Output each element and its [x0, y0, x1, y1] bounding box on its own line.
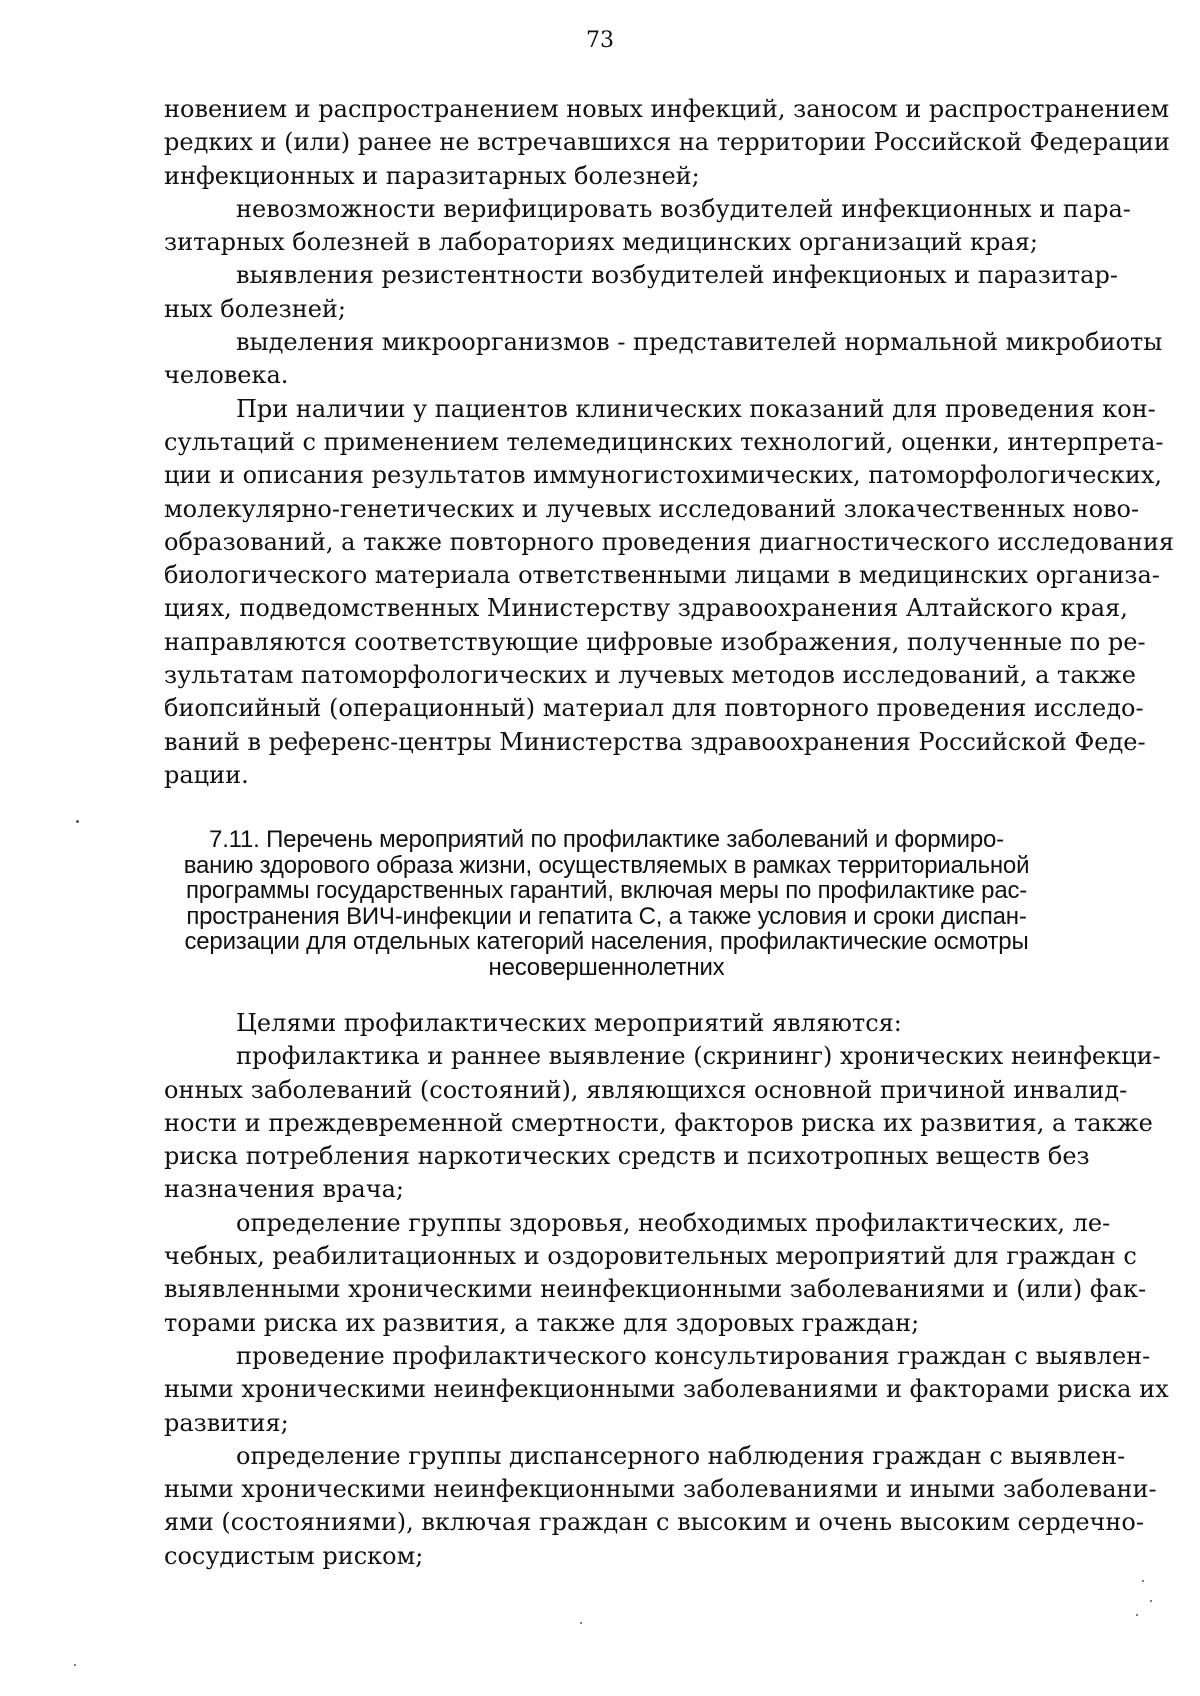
text-line: сультаций с применением телемедицинских технологий, оценки, интерпрета- [164, 427, 1164, 456]
paragraph [164, 393, 1174, 793]
text-line: невозможности верифицировать возбудителей инфекционных и пара- [236, 194, 1131, 223]
text-line: ности и преждевременной смертности, факторов риска их развития, а также [164, 1108, 1153, 1137]
text-line: определение группы здоровья, необходимых профилактических, ле- [236, 1208, 1111, 1237]
text-line: онных заболеваний (состояний), являющихся основной причиной инвалид- [164, 1075, 1128, 1104]
paragraph [164, 1340, 1169, 1440]
scan-speck [76, 820, 79, 823]
heading-line: программы государственных гарантий, включая меры по профилактике рас- [185, 877, 1028, 904]
heading-line: серизации для отдельных категорий населения, профилактические осмотры [184, 928, 1029, 955]
text-line: назначения врача; [164, 1175, 404, 1204]
text-line: новением и распространением новых инфекций, заносом и распространением [164, 95, 1170, 123]
heading-line: ванию здорового образа жизни, осуществляемых в рамках территориальной [183, 851, 1030, 879]
scan-speck [1142, 1580, 1144, 1582]
text-line: редких и (или) ранее не встречавшихся на территории Российской Федерации [164, 128, 1170, 157]
text-line: Целями профилактических мероприятий являются: [236, 1009, 902, 1037]
text-line: развития; [164, 1408, 289, 1437]
text-line: При наличии у пациентов клинических показаний для проведения кон- [236, 394, 1156, 423]
paragraph [164, 1207, 1147, 1340]
text-line: чебных, реабилитационных и оздоровительных мероприятий для граждан с [164, 1242, 1137, 1271]
text-line: ями (состояниями), включая граждан с высоким и очень высоким сердечно- [164, 1508, 1144, 1537]
text-line: ных болезней; [164, 294, 346, 323]
text-line: человека. [164, 361, 289, 390]
text-line: ными хроническими неинфекционными заболеваниями и иными заболевани- [164, 1475, 1157, 1504]
paragraph [164, 326, 1163, 393]
text-line: образований, а также повторного проведения диагностического исследования [164, 527, 1174, 556]
text-line: ции и описания результатов иммуногистохимических, патоморфологических, [164, 461, 1162, 490]
paragraph [164, 193, 1131, 260]
bottom-text-block [164, 1007, 1169, 1573]
top-text-block [164, 93, 1174, 792]
scan-speck [1136, 1614, 1138, 1616]
text-line: выявленными хроническими неинфекционными заболеваниями и (или) фак- [164, 1275, 1147, 1304]
text-line: биопсийный (операционный) материал для повторного проведения исследо- [164, 694, 1144, 723]
scan-speck [1150, 1600, 1152, 1602]
text-line: ными хроническими неинфекционными заболеваниями и факторами риска их [164, 1375, 1169, 1404]
text-line: направляются соответствующие цифровые изображения, полученные по ре- [164, 627, 1146, 656]
text-line: выявления резистентности возбудителей инфекционых и паразитар- [236, 261, 1118, 290]
paragraph [164, 1440, 1157, 1573]
text-line: циях, подведомственных Министерству здравоохранения Алтайского края, [164, 594, 1128, 623]
text-line: биологического материала ответственными лицами в медицинских организа- [164, 561, 1160, 590]
text-line: риска потребления наркотических средств и психотропных веществ без [164, 1142, 1090, 1171]
scan-speck [580, 1622, 582, 1624]
text-line: профилактика и раннее выявление (скрининг) хронических неинфекци- [236, 1042, 1161, 1071]
heading-line: несовершеннолетних [488, 953, 725, 981]
paragraph [164, 259, 1118, 326]
paragraph [164, 93, 1170, 193]
page-number: 73 [586, 28, 614, 53]
text-line: определение группы диспансерного наблюдения граждан с выявлен- [236, 1441, 1126, 1470]
heading-line: 7.11. Перечень мероприятий по профилактике заболеваний и формиро- [209, 826, 1004, 853]
text-line: инфекционных и паразитарных болезней; [164, 161, 700, 190]
text-line: ваний в референс-центры Министерства здравоохранения Российской Феде- [164, 727, 1146, 756]
text-line: рации. [164, 760, 249, 789]
scan-speck [74, 1664, 76, 1666]
text-line: зультатам патоморфологических и лучевых методов исследований, а также [164, 661, 1136, 690]
text-line: выделения микроорганизмов - представителей нормальной микробиоты [236, 328, 1163, 357]
heading-line: пространения ВИЧ-инфекции и гепатита С, а также условия и сроки диспан- [186, 902, 1027, 930]
text-line: проведение профилактического консультирования граждан с выявлен- [236, 1341, 1151, 1370]
paragraph [164, 1040, 1161, 1206]
text-line: торами риска их развития, а также для здоровых граждан; [164, 1308, 920, 1337]
text-line: сосудистым риском; [164, 1541, 424, 1570]
text-line: зитарных болезней в лабораториях медицинских организаций края; [164, 228, 1038, 257]
section-heading [164, 827, 1049, 980]
paragraph [164, 1007, 1049, 1040]
text-line: молекулярно-генетических и лучевых исследований злокачественных ново- [164, 494, 1140, 523]
